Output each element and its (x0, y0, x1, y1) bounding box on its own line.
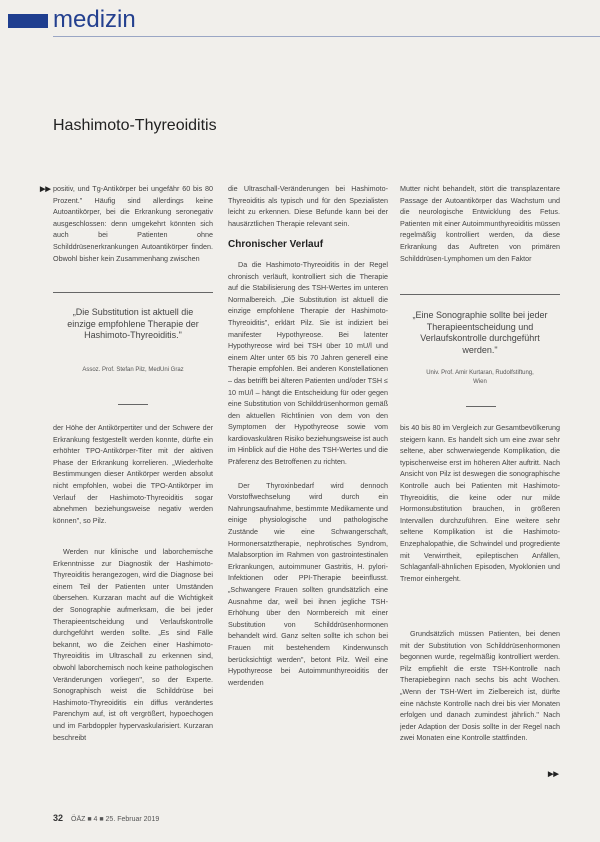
page-footer (53, 813, 159, 823)
column-1-bottom (53, 546, 213, 798)
paragraph: Da die Hashimoto-Thyreoiditis in der Regel chronisch verläuft, kontrolliert sich die Therapie auf die Stabilisierung des TSH-Wertes im unteren Normalbereich. „Die Substitution ist aktuell die einzige empfohlene Therapie der Hashimoto-Thyreoiditis", erklärt Pilz. Sie ist indiziert bei manifester Hypothyreose. Bei latenter Hypothyreose wird bei TSH über 10 mU/l und einem Alter unter 65 bis 70 Jahren generell eine Therapie empfohlen. Bei anderen Konstellationen – das betrifft bei älteren Patienten und/oder TSH ≤ 10 mU/l – hängt die Entscheidung für oder gegen eine Substitution von Schilddrüsenhormon gemäß den aktuellen Richtlinien von dem von den Symptomen der Hypothyreose sowie vom kardiovaskulären Risiko beziehungsweise ist auch im Hinblick auf die Höhe des TSH-Wertes und die Präferenz des Betroffenen zu richten. (228, 259, 388, 467)
paragraph: Grundsätzlich müssen Patienten, bei denen mit der Substitution von Schilddrüsenhormonen begonnen wurde, regelmäßig kontrolliert werden. Pilz empfiehlt die erste TSH-Kontrolle nach Therapiebeginn nach sechs bis acht Wochen. „Wenn der TSH-Wert im Zielbereich ist, dürfte eine nächste Kontrolle nach drei bis vier Monaten erfolgen und danach zumindest jährlich." Nach jeder Adaption der Dosis sollte in der Regel nach zwei Monaten eine Kontrolle stattfinden. (400, 629, 560, 743)
paragraph: Werden nur klinische und laborchemische Erkenntnisse zur Diagnostik der Hashimoto-Thyreoiditis herangezogen, wird die Diagnose bei einem Teil der Patienten unter Umständen übersehen. Kurzaran macht auf die Wichtigkeit der Sonographie aufmerksam, die bei jeder Therapieentscheidung und Verlaufskontrolle durchgeführt werden sollte. „Es sind Fälle bekannt, wo die Zeichen einer Hashimoto-Thyreoiditis im Ultraschall zu erkennen sind, obwohl laborchemisch noch keine pathologischen Veränderungen vorliegen", so der Experte. Sonographisch weist die Schilddrüse bei Hashimoto-Thyreoiditis ein diffus verändertes Parenchym auf, ist oft vergrößert, hypoechogen und im Farbdoppler hypervaskularisiert. Kurzaran beschreibt (53, 547, 213, 742)
column-1-middle (53, 422, 213, 534)
column-3-bottom (400, 628, 560, 780)
page-number: 32 (53, 813, 64, 823)
article-headline: Hashimoto-Thyreoiditis (53, 117, 217, 134)
column-3-middle (400, 422, 560, 618)
issue-info: ÖÄZ ■ 4 ■ 25. Februar 2019 (71, 816, 160, 823)
paragraph: bis 40 bis 80 im Vergleich zur Gesamtbevölkerung steigern kann. Es handelt sich um eine zwar sehr seltene, aber schwerwiegende Komplikation, die typischerweise erst im höheren Alter auftritt. Nach Ansicht von Pilz ist deswegen die sonographische Kontrolle auch bei Patienten mit Hashimoto-Thyreoiditis, die keine oder nur milde Hormonsubstitution brauchen, in größeren Intervallen durchzuführen. Eine weitere sehr seltene Komplikation ist die Hashimoto-Enzephalopathie, die Schwindel und progrediente mit Verwirrtheit, epileptischen Anfällen, Schlaganfall-ähnlichen Episoden, Myoklonien und Tremor einhergeht. (400, 423, 560, 583)
paragraph: Mutter nicht behandelt, stört die transplazentare Passage der Autoantikörper das Wachstum und die neurologische Entwicklung des Fetus. Patienten mit einer Autoimmunthyreoiditis müssen regelmäßig kontrolliert werden, da diese Erkrankung das Auftreten von primären Schilddrüsen-Lymphomen um den Faktor (400, 184, 560, 263)
end-arrow-icon: ▶▶ (548, 771, 559, 778)
quote-author: Univ. Prof. Amir Kurtaran, Rudolfstiftung, Wien (426, 370, 534, 385)
paragraph: die Ultraschall-Veränderungen bei Hashimoto-Thyreoiditis als typisch und für den Spezialisten leicht zu erkennen. Diese Befunde kann bei der hausärztlichen Therapie relevant sein. (228, 184, 388, 228)
paragraph: positiv, und Tg-Antikörper bei ungefähr 60 bis 80 Prozent." Häufig sind allerdings keine Autoantikörper, bei die Erkrankung seronegativ ausgeschlossen: denn umgekehrt könnten sich auch bei Patienten ohne Schilddrüsenerkrankungen Autoantikörper finden. Obwohl bisher kein Zusammenhang zwischen (53, 184, 213, 263)
quote-author: Assoz. Prof. Stefan Pilz, MedUni Graz (82, 367, 184, 373)
column-2 (228, 183, 388, 775)
quote-rule-bottom (466, 406, 496, 407)
quote-rule-bottom (118, 404, 148, 405)
column-1-top (53, 183, 213, 273)
pull-quote: „Eine Sonographie sollte bei jeder Therapieentscheidung und Verlaufskontrolle durchgeführt werden." (412, 310, 548, 355)
paragraph: Der Thyroxinbedarf wird dennoch Vorstoffwechselung wird durch ein Nahrungsaufnahme, bestimmte Medikamente und einige physiologische und pathologische Zustände wie eine Schwangerschaft, Hormonersatztherapie, nephrotisches Syndrom, Malabsorption im Rahmen von gastrointestinalen Erkrankungen, autoimmuner Gastritis, H. pylori-Infektionen oder PPI-Therapie beeinflusst. „Schwangere Frauen sollten grundsätzlich eine Ausnahme dar, weil bei ihnen jegliche TSH-Erhöhung über den Normbereich mit einer Substitution von Schilddrüsenhormonen behandelt wird. Ganz selten sollte ich schon bei Frauen mit bestehendem Kinderwunsch berücksichtigt werden", betont Pilz. Weil eine Hypothyreose bei Autoimmunthyreoiditis der werdenden (228, 480, 388, 687)
header-rule (53, 36, 600, 37)
quote-rule-top (53, 292, 213, 293)
section-label: medizin (53, 6, 136, 33)
continuation-arrow-icon: ▶▶ (40, 186, 51, 193)
subheading: Chronischer Verlauf (228, 239, 324, 251)
column-3-top (400, 183, 560, 275)
pull-quote: „Die Substitution ist aktuell die einzige empfohlene Therapie der Hashimoto-Thyreoiditis." (67, 307, 199, 340)
quote-rule-top (400, 294, 560, 295)
paragraph: der Höhe der Antikörpertiter und der Schwere der Erkrankung festgestellt werden konnte, dürfte ein erhöhter TPO-Antikörper-Titer mit der aktiven Phase der Erkrankung korrelieren. „Wiederholte Bestimmungen dieser Antikörper werden absolut nicht empfohlen, wobei die TPO-Antikörper im Verlauf der Hashimoto-Thyreoiditis sogar abnehmen beziehungsweise negativ werden können", so Pilz. (53, 423, 213, 525)
section-color-bar (8, 14, 48, 28)
